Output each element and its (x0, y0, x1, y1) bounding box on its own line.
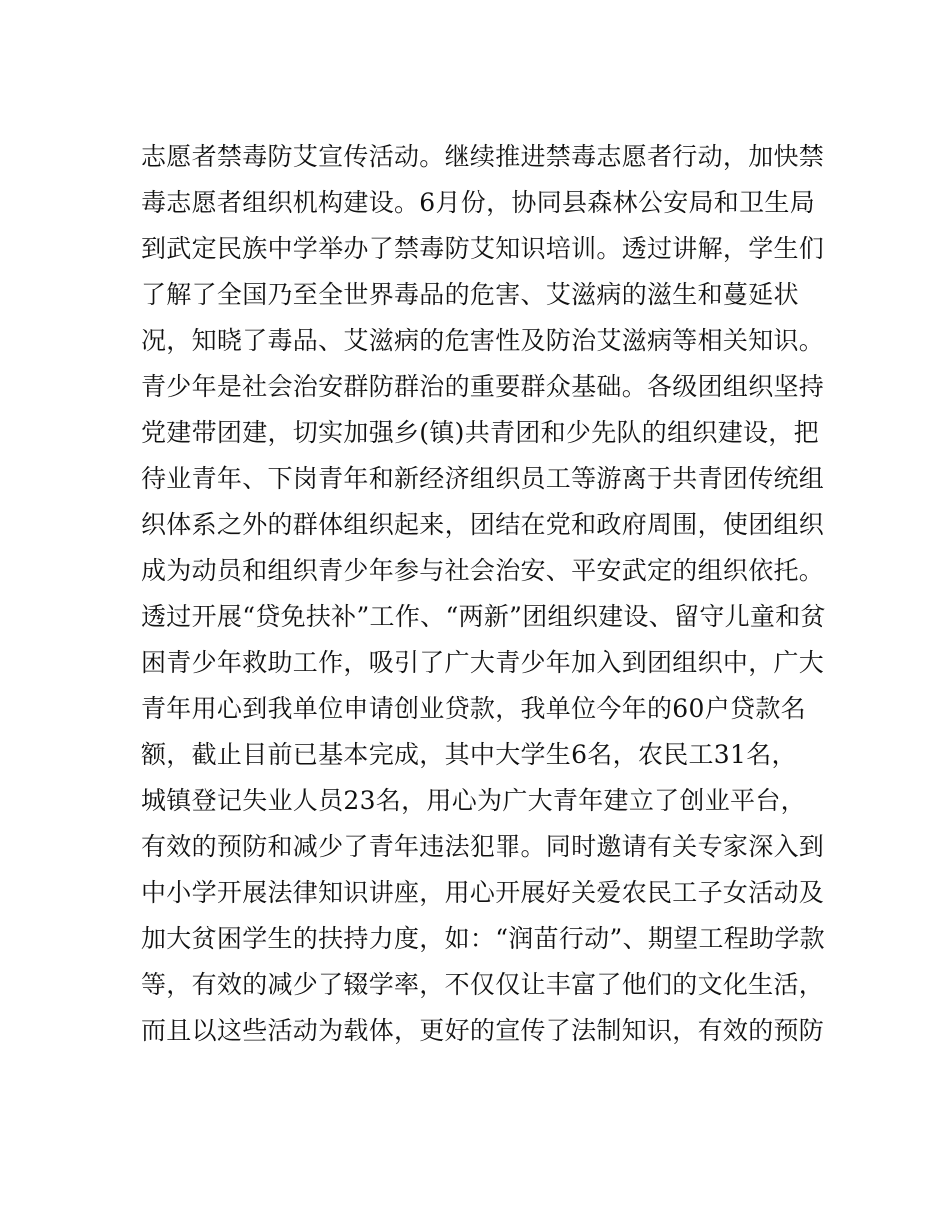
text-line: 待业青年、下岗青年和新经济组织员工等游离于共青团传统组 (141, 464, 825, 493)
text-line: 等，有效的减少了辍学率，不仅仅让丰富了他们的文化生活， (141, 970, 825, 999)
text-line: 中小学开展法律知识讲座，用心开展好关爱农民工子女活动及 (141, 878, 825, 907)
text-line: 织体系之外的群体组织起来，团结在党和政府周围，使团组织 (141, 510, 825, 539)
text-line: 毒志愿者组织机构建设。6月份，协同县森林公安局和卫生局 (141, 188, 816, 217)
text-line: 青少年是社会治安群防群治的重要群众基础。各级团组织坚持 (141, 372, 825, 401)
text-line: 党建带团建，切实加强乡(镇)共青团和少先队的组织建设，把 (141, 418, 819, 447)
text-line: 城镇登记失业人员23名，用心为广大青年建立了创业平台， (141, 786, 806, 815)
text-line: 额，截止目前已基本完成，其中大学生6名，农民工31名， (141, 740, 797, 769)
text-line: 而且以这些活动为载体，更好的宣传了法制知识，有效的预防 (141, 1016, 825, 1045)
text-line: 况，知晓了毒品、艾滋病的危害性及防治艾滋病等相关知识。 (141, 326, 825, 355)
text-line: 青年用心到我单位申请创业贷款，我单位今年的60户贷款名 (141, 694, 806, 723)
text-line: 了解了全国乃至全世界毒品的危害、艾滋病的滋生和蔓延状 (141, 280, 799, 309)
text-line: 困青少年救助工作，吸引了广大青少年加入到团组织中，广大 (141, 648, 825, 677)
text-line: 到武定民族中学举办了禁毒防艾知识培训。透过讲解，学生们 (141, 234, 825, 263)
body-text (141, 134, 826, 1054)
text-line: 志愿者禁毒防艾宣传活动。继续推进禁毒志愿者行动，加快禁 (141, 142, 825, 171)
text-line: 有效的预防和减少了青年违法犯罪。同时邀请有关专家深入到 (141, 832, 825, 861)
text-line: 加大贫困学生的扶持力度，如：“润苗行动”、期望工程助学款 (141, 924, 825, 953)
text-line: 透过开展“贷免扶补”工作、“两新”团组织建设、留守儿童和贫 (141, 602, 826, 631)
text-line: 成为动员和组织青少年参与社会治安、平安武定的组织依托。 (141, 556, 825, 585)
